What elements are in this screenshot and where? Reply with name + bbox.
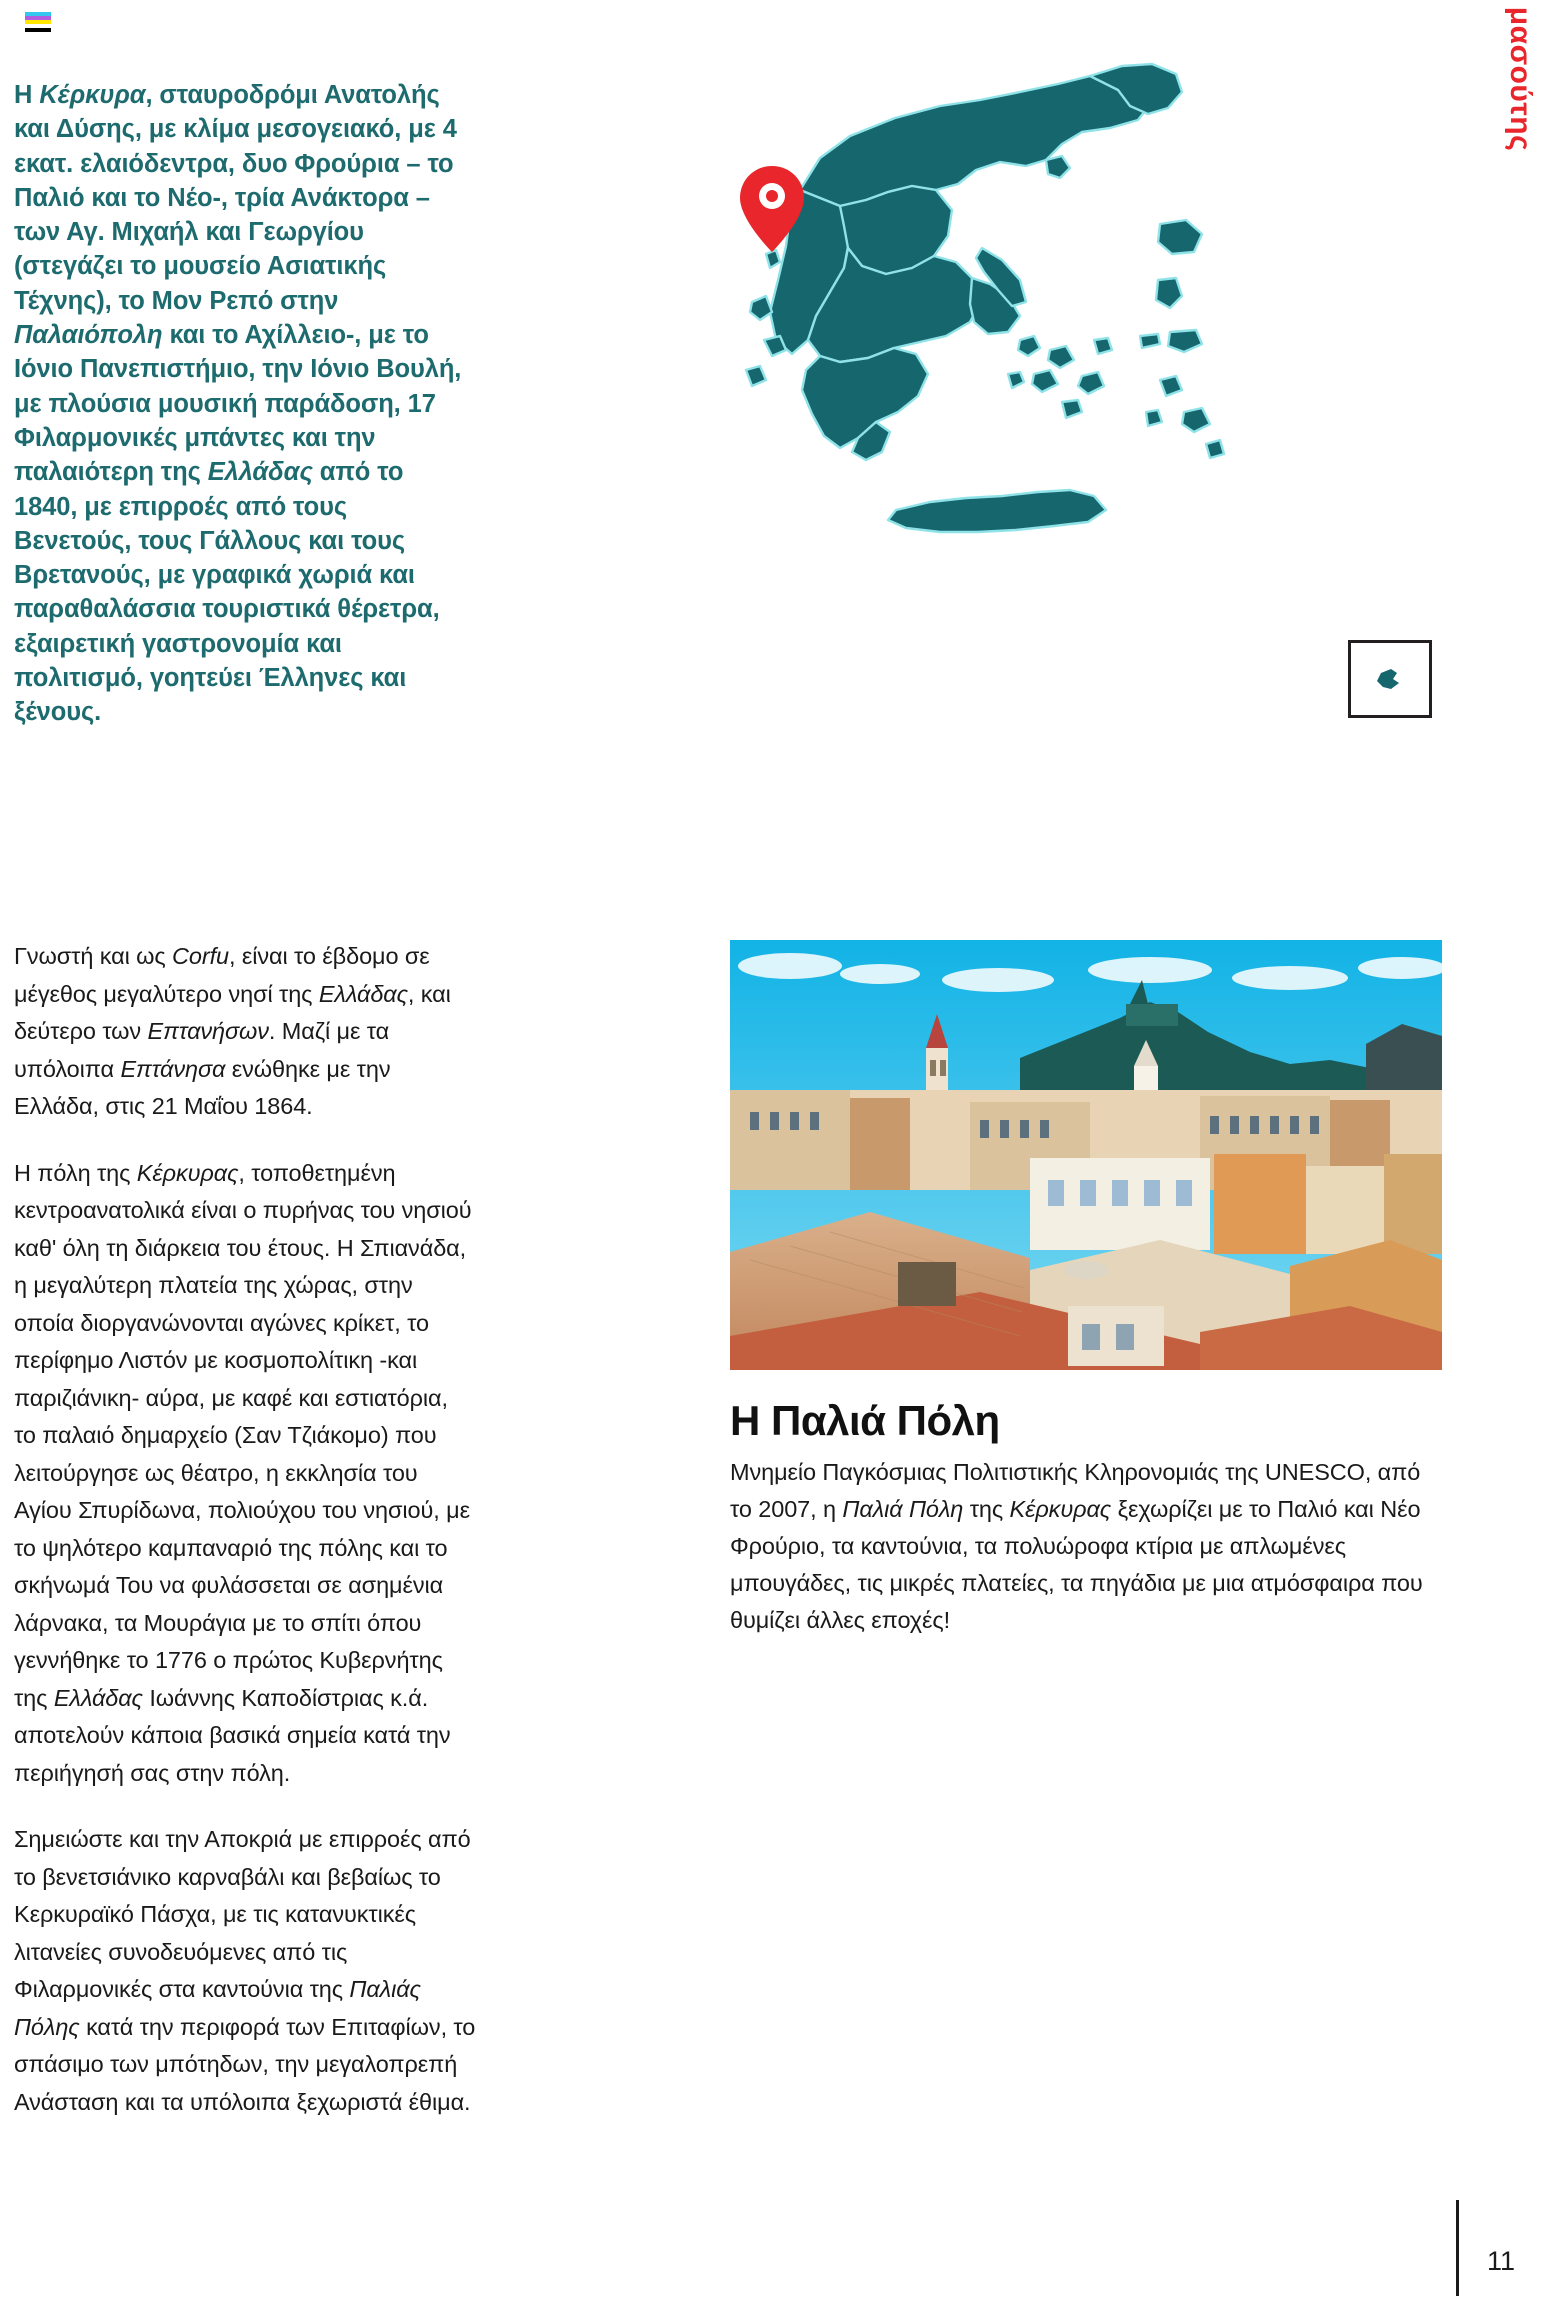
- lp1-b-italic: Corfu: [172, 943, 229, 969]
- lp3-c: κατά την περιφορά των Επιταφίων, το σπάσιμο των μπότηδων, την μεγαλοπρεπή Ανάσταση και τα υπόλοιπα ξεχωριστά έθιμα.: [14, 2013, 476, 2115]
- section-heading: Η Παλιά Πόλη: [730, 1397, 1000, 1444]
- intro-seg-1: Η: [14, 81, 40, 109]
- lp2-e: Ιωάννης Καποδίστριας κ.ά. αποτελούν κάποια βασικά σημεία κατά την περιήγησή σας στην πόλη.: [14, 1684, 451, 1786]
- left-paragraph-1: [14, 938, 476, 1126]
- intro-seg-5: και το Αχίλλειο-, με το Ιόνιο Πανεπιστήμιο, την Ιόνιο Βουλή, με πλούσια μουσική παράδοση, 17 Φιλαρμονικές μπάντες και την παλαιότερη της: [14, 321, 462, 487]
- lp1-h-italic: Επτάνησα: [120, 1055, 226, 1082]
- old-town-photo: [730, 940, 1442, 1370]
- rp1-d-italic: Κέρκυρας: [1009, 1496, 1112, 1522]
- intro-seg-3: , σταυροδρόμι Ανατολής και Δύσης, με κλίμα μεσογειακό, με 4 εκατ. ελαιόδεντρα, δυο Φρούρια – το Παλιό και το Νέο-, τρία Ανάκτορα – των Αγ. Μιχαήλ και Γεωργίου (στεγάζει το μουσείο Ασιατικής Τέχνης), το Μον Ρεπό στην: [14, 81, 457, 315]
- brand-spine-label: μασούτης: [1504, 6, 1538, 152]
- footer-rule: [1456, 2200, 1459, 2296]
- lp1-i: ενώθηκε με την Ελλάδα, στις 21 Μαΐου 1864.: [14, 1055, 391, 1119]
- lp1-d-italic: Ελλάδας: [318, 980, 408, 1007]
- lp1-c: , είναι το έβδομο σε μέγεθος μεγαλύτερο νησί της: [14, 943, 430, 1007]
- rp1-a: Μνημείο Παγκόσμιας Πολιτιστικής Κληρονομιάς της UNESCO, από το 2007, η: [730, 1459, 1421, 1522]
- print-registration-bar: [25, 12, 51, 34]
- left-paragraph-3: [14, 1821, 476, 2121]
- intro-seg-4-italic: Παλαιόπολη: [14, 321, 163, 350]
- intro-seg-6-italic: Ελλάδας: [207, 458, 313, 487]
- rp1-c: της: [963, 1496, 1010, 1522]
- intro-seg-2-italic: Κέρκυρα: [39, 81, 146, 109]
- lp1-e: , και δεύτερο των: [14, 980, 451, 1044]
- page-number: 11: [1487, 2246, 1516, 2276]
- reg-black-swatch: [25, 28, 51, 32]
- intro-paragraph: [14, 78, 466, 730]
- right-column: [730, 940, 1442, 1639]
- brand-spine: [1490, 0, 1550, 175]
- lp2-c: , τοποθετημένη κεντροανατολικά είναι ο πυρήνας του νησιού καθ' όλη τη διάρκεια του έτους. Η Σπιανάδα, η μεγαλύτερη πλατεία της χώρας, στην οποία διοργανώνονται αγώνες κρίκετ, το περίφημο Λιστόν με κοσμοπολίτικη -και παριζιάνικη- αύρα, με καφέ και εστιατόρια, το παλαιό δημαρχείο (Σαν Τζιάκομο) που λειτούργησε ως θέατρο, η εκκλησία του Αγίου Σπυρίδωνα, πολιούχου του νησιού, με το ψηλότερο καμπαναριό της πόλης και το σκήνωμά Του να φυλάσσεται σε ασημένια λάρνακα, τα Μουράγια με το σπίτι όπου γεννήθηκε το 1776 ο πρώτος Κυβερνήτης της: [14, 1159, 472, 1711]
- map-inset-kastellorizo: [1348, 640, 1432, 718]
- left-paragraph-2: [14, 1155, 476, 1793]
- lp1-f-italic: Επτανήσων: [147, 1018, 269, 1044]
- greece-map-svg: [690, 40, 1250, 660]
- old-town-photo-svg: [730, 940, 1442, 1370]
- lp2-a: Η πόλη της: [14, 1159, 137, 1186]
- lp3-a: Σημειώστε και την Αποκριά με επιρροές από το βενετσιάνικο καρναβάλι και βεβαίως το Κερκυραϊκό Πάσχα, με τις κατανυκτικές λιτανείες συνοδευόμενες από τις Φιλαρμονικές στα καντούνια της: [14, 1826, 471, 2002]
- greece-map: [690, 40, 1250, 660]
- lp2-d-italic: Ελλάδας: [53, 1684, 143, 1711]
- intro-seg-7: από το 1840, με επιρροές από τους Βενετούς, τους Γάλλους και τους Βρετανούς, με γραφικά χωριά και παραθαλάσσια τουριστικά θέρετρα, εξαιρετική γαστρονομία και πολιτισμό, γοητεύει Έλληνες και ξένους.: [14, 458, 440, 727]
- left-text-column: [14, 938, 476, 2150]
- rp1-e: ξεχωρίζει με το Παλιό και Νέο Φρούριο, τα καντούνια, τα πολυώροφα κτίρια με απλωμένες μπουγάδες, τις μικρές πλατείες, τα πηγάδια με μια ατμόσφαιρα που θυμίζει άλλες εποχές!: [730, 1496, 1423, 1633]
- map-inset-svg: [1351, 643, 1429, 715]
- lp1-g: . Μαζί με τα υπόλοιπα: [14, 1018, 390, 1082]
- lp2-b-italic: Κέρκυρας: [136, 1159, 239, 1186]
- lp3-b-italic: Παλιάς Πόλης: [14, 1976, 421, 2040]
- right-paragraph-1: [730, 1454, 1442, 1639]
- lp1-a: Γνωστή και ως: [14, 943, 173, 969]
- rp1-b-italic: Παλιά Πόλη: [842, 1496, 964, 1522]
